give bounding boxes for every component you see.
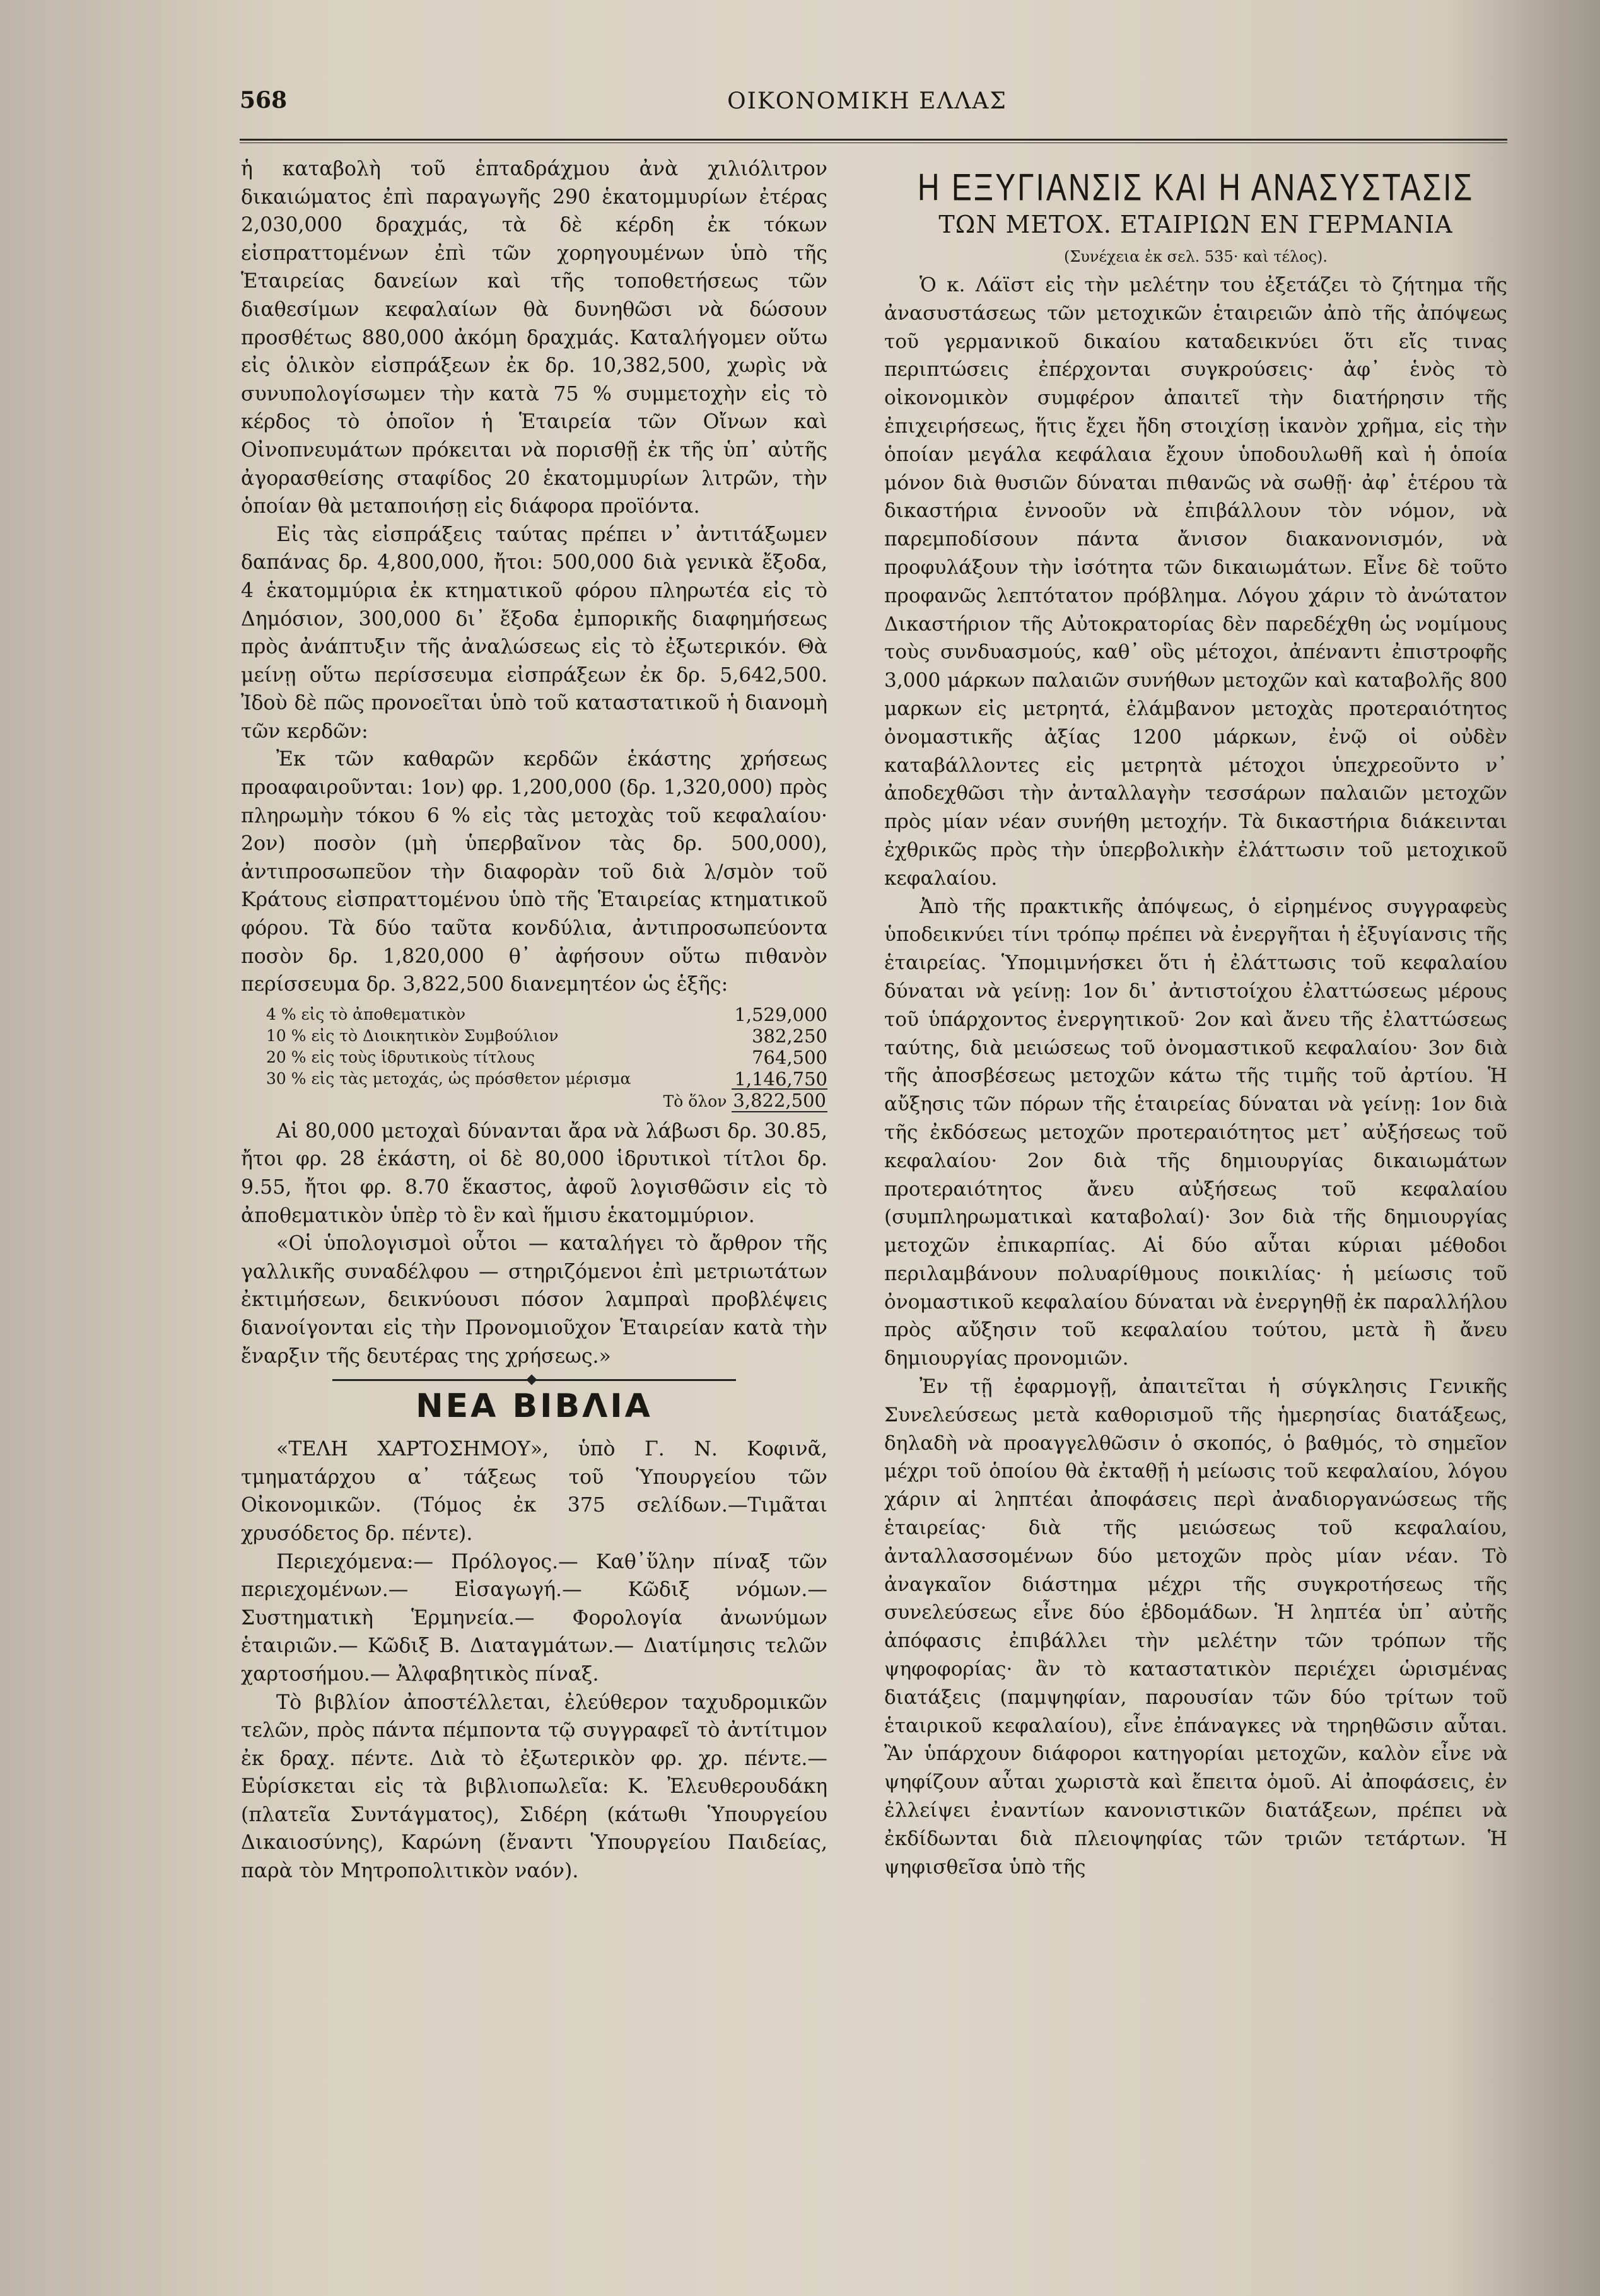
section-divider [332, 1379, 736, 1381]
book-contents: Περιεχόμενα:— Πρόλογος.— Καθ᾿ὕλην πίναξ τῶν περιεχομένων.— Εἰσαγωγή.— Κῶδιξ νόμων.— Συστηματικὴ Ἑρμηνεία.— Φορολογία ἀνωνύμων ἑταιριῶν.— Κῶδιξ Β. Διαταγμάτων.— Διατίμησις τελῶν χαρτοσήμου.— Ἀλφαβητικὸς πίναξ. [241, 1550, 827, 1686]
article-subtitle: ΤΩΝ ΜΕΤΟΧ. ΕΤΑΙΡΙΩΝ ΕΝ ΓΕΡΜΑΝΙΑ [938, 211, 1453, 238]
running-title: ΟΙΚΟΝΟΜΙΚΗ ΕΛΛΑΣ [727, 88, 1007, 114]
distribution-total-amount: 3,822,500 [733, 1089, 826, 1111]
distribution-amount: 764,500 [752, 1046, 827, 1068]
profit-distribution-table [266, 1004, 827, 1112]
right-paragraph-1: Ὁ κ. Λάϊστ εἰς τὴν μελέτην του ἐξετάζει τὸ ζήτημα τῆς ἀνασυστάσεως τῶν μετοχικῶν ἑταιρειῶν ἀπὸ τῆς ἀπόψεως τοῦ γερμανικοῦ δικαίου καταδεικνύει ὅτι εἴς τινας περιπτώσεις ἐπέρχονται συγκρούσεις· ἀφ᾿ ἑνὸς τὸ οἰκονομικὸν συμφέρον ἀπαιτεῖ τὴν διατήρησιν τῆς ἐπιχειρήσεως, ἥτις ἔχει ἤδη στοιχίσῃ ἱκανὸν χρῆμα, εἰς τὴν ὁποίαν μεγάλα κεφάλαια ἔχουν ὑποδουλωθῆ καὶ ἡ ὁποία μόνον διὰ θυσιῶν δύναται πιθανῶς νὰ σωθῇ· ἀφ᾿ ἑτέρου τὰ δικαστήρια ἐννοοῦν νὰ ἐπιβάλλουν τὸν νόμον, νὰ παρεμποδίσουν πάντα ἄνισον διακανονισμόν, νὰ προφυλάξουν τὴν ἰσότητα τῶν δικαιωμάτων. Εἶνε δὲ τοῦτο προφανῶς λεπτότατον πρόβλημα. Λόγου χάριν τὸ ἀνώτατον Δικαστήριον τῆς Αὐτοκρατορίας δὲν παρεδέχθη ὡς νομίμους τοὺς συνδυασμούς, καθ᾿ οὓς μέτοχοι, ἀπέναντι ἐπιστροφῆς 3,000 μάρκων παλαιῶν συνήθων μετοχῶν καὶ καταβολῆς 800 μαρκων εἰς μετρητά, ἐλάμβανον μετοχὰς προτεραιότητος ὀνομαστικῆς ἀξίας 1200 μάρκων, ἐνῷ οἱ οὐδὲν καταβάλλοντες εἰς μετρητὰ μέτοχοι ὑπεχρεοῦντο ν᾿ ἀποδεχθῶσι τὴν ἀνταλλαγὴν τεσσάρων παλαιῶν μετοχῶν πρὸς μίαν νέαν συνήθη μετοχήν. Τὰ δικαστήρια διάκεινται ἐχθρικῶς πρὸς τὴν ὑπερβολικὴν ἐλάττωσιν τοῦ μετοχικοῦ κεφαλαίου. [884, 274, 1507, 890]
right-column [884, 155, 1507, 1881]
book-availability: Τὸ βιβλίον ἀποστέλλεται, ἐλεύθερον ταχυδρομικῶν τελῶν, πρὸς πάντα πέμποντα τῷ συγγραφεῖ τὸ ἀντίτιμον ἐκ δραχ. πέντε. Διὰ τὸ ἐξωτερικὸν φρ. χρ. πέντε.— Εὑρίσκεται εἰς τὰ βιβλιοπωλεῖα: Κ. Ἐλευθερουδάκη (πλατεῖα Συντάγματος), Σιδέρη (κάτωθι Ὑπουργείου Δικαιοσύνης), Καρώνη (ἔναντι Ὑπουργείου Παιδείας, παρὰ τὸν Μητροπολιτικὸν ναόν). [241, 1691, 827, 1883]
distribution-label: 4 % εἰς τὸ ἀποθεματικὸν [266, 1005, 466, 1023]
distribution-amount: 382,250 [752, 1025, 827, 1047]
distribution-label: 10 % εἰς τὸ Διοικητικὸν Συμβούλιον [266, 1026, 559, 1045]
right-paragraph-2: Ἀπὸ τῆς πρακτικῆς ἀπόψεως, ὁ εἰρημένος συγγραφεὺς ὑποδεικνύει τίνι τρόπῳ πρέπει νὰ ἐνεργῆται ἡ ἐξυγίανσις τῆς ἑταιρείας. Ὑπομιμνήσκει ὅτι ἡ ἐλάττωσις τοῦ κεφαλαίου δύναται νὰ γείνῃ: 1ον δι᾿ ἀντιστοίχου ἐλαττώσεως μέρους τοῦ ὑπάρχοντος ἐνεργητικοῦ· 2ον καὶ ἄνευ τῆς ἐλαττώσεως ταύτης, διὰ μειώσεως τοῦ ὀνομαστικοῦ κεφαλαίου· 3ον διὰ τῆς ἀποσβέσεως μετοχῶν κάτω τῆς τιμῆς τοῦ ἀρτίου. Ἡ αὔξησις τῶν πόρων τῆς ἑταιρείας δύναται νὰ γείνῃ: 1ον διὰ τῆς ἐκδόσεως μετοχῶν προτεραιότητος μετ᾿ αὐξήσεως τοῦ κεφαλαίου· 2ον διὰ τῆς δημιουργίας δικαιωμάτων προτεραιότητος ἄνευ αὐξήσεως τοῦ κεφαλαίου (συμπληρωματικαὶ καταβολαί)· 3ον διὰ τῆς δημιουργίας μετοχῶν ἐπικαρπίας. Αἱ δύο αὗται κύριαι μέθοδοι περιλαμβάνουν πολυαρίθμους ποικιλίας· ἡ μείωσις τοῦ ὀνομαστικοῦ κεφαλαίου δύναται νὰ ἐνεργηθῇ ἐκ παραλλήλου πρὸς αὔξησιν τοῦ κεφαλαίου τούτου, μετὰ ἢ ἄνευ δημιουργίας προνομιῶν. [884, 895, 1507, 1370]
distribution-amount: 1,529,000 [734, 1003, 827, 1025]
distribution-total-label: Τὸ ὅλον [663, 1092, 727, 1110]
distribution-total [266, 1090, 827, 1112]
distribution-row [266, 1047, 827, 1068]
left-paragraph-1: ἡ καταβολὴ τοῦ ἑπταδράχμου ἀνὰ χιλιόλιτρον δικαιώματος ἐπὶ παραγωγῆς 290 ἑκατομμυρίων ἐτέρας 2,030,000 δραχμάς, τὰ δὲ κέρδη ἐκ τόκων εἰσπραττομένων ἐπὶ τῶν χορηγουμένων ὑπὸ τῆς Ἑταιρείας δανείων καὶ τῆς τοποθετήσεως τῶν διαθεσίμων κεφαλαίων θὰ δυνηθῶσι νὰ δώσουν προσθέτως 880,000 ἀκόμη δραχμάς. Καταλήγομεν οὕτω εἰς ὁλικὸν εἰσπράξεων ἐκ δρ. 10,382,500, χωρὶς νὰ συνυπολογίσωμεν τὴν κατὰ 75 % συμμετοχὴν εἰς τὸ κέρδος τὸ ὁποῖον ἡ Ἑταιρεία τῶν Οἴνων καὶ Οἰνοπνευμάτων πρόκειται νὰ πορισθῇ ἐκ τῆς ὑπ᾿ αὐτῆς ἀγορασθείσης σταφίδος 20 ἑκατομμυρίων λιτρῶν, τὴν ὁποίαν θὰ μεταποιήσῃ εἰς διάφορα προϊόντα. [241, 158, 827, 518]
left-paragraph-3: Ἐκ τῶν καθαρῶν κερδῶν ἑκάστης χρήσεως προαφαιροῦνται: 1ον) φρ. 1,200,000 (δρ. 1,320,000) πρὸς πληρωμὴν τόκου 6 % εἰς τὰς μετοχὰς τοῦ κεφαλαίου· 2ον) ποσὸν (μὴ ὑπερβαῖνον τὰς δρ. 500,000), ἀντιπροσωπεῦον τὴν διαφορὰν τοῦ διὰ λ/σμὸν τοῦ Κράτους εἰσπραττομένου ὑπὸ τῆς Ἑταιρείας κτηματικοῦ φόρου. Τὰ δύο ταῦτα κονδύλια, ἀντιπροσωπεύοντα ποσὸν δρ. 1,820,000 θ᾿ ἀφήσουν οὕτω πιθανὸν περίσσευμα δρ. 3,822,500 διανεμητέον ὡς ἑξῆς: [241, 748, 827, 996]
left-paragraph-5: «Οἱ ὑπολογισμοὶ οὗτοι — καταλήγει τὸ ἄρθρον τῆς γαλλικῆς συναδέλφου — στηριζόμενοι ἐπὶ μετριωτάτων ἐκτιμήσεων, δεικνύουσι πόσον λαμπραὶ προβλέψεις διανοίγονται εἰς τὴν Προνομιοῦχον Ἑταιρείαν κατὰ τὴν ἔναρξιν τῆς δευτέρας της χρήσεως.» [241, 1232, 827, 1368]
continuation-note: (Συνέχεια ἐκ σελ. 535· καὶ τέλος). [1063, 248, 1328, 265]
article-title: Η ΕΞΥΓΙΑΝΣΙΣ ΚΑΙ Η ΑΝΑΣΥΣΤΑΣΙΣ [917, 166, 1474, 209]
left-paragraph-4: Αἱ 80,000 μετοχαὶ δύνανται ἄρα νὰ λάβωσι δρ. 30.85, ἤτοι φρ. 28 ἑκάστη, οἱ δὲ 80,000 ἱδρυτικοὶ τίτλοι δρ. 9.55, ἤτοι φρ. 8.70 ἕκαστος, ἀφοῦ λογισθῶσιν εἰς τὸ ἀποθεματικὸν ὑπὲρ τὸ ἓν καὶ ἥμισυ ἑκατομμύριον. [241, 1119, 827, 1227]
left-column [241, 155, 827, 1885]
right-paragraph-3: Ἐν τῇ ἐφαρμογῇ, ἀπαιτεῖται ἡ σύγκλησις Γενικῆς Συνελεύσεως μετὰ καθορισμοῦ τῆς ἡμερησίας διατάξεως, δηλαδὴ νὰ προαγγελθῶσιν ὁ σκοπός, ὁ βαθμός, τὸ σημεῖον μέχρι τοῦ ὁποίου θὰ ἐκταθῇ ἡ μείωσις τοῦ κεφαλαίου, λόγου χάριν αἱ ληπτέαι ἀποφάσεις περὶ ἀναδιοργανώσεως τῆς ἑταιρείας· διὰ τῆς μειώσεως τοῦ κεφαλαίου, ἀνταλλασσομένων δύο μετοχῶν πρὸς μίαν νέαν. Τὸ ἀναγκαῖον διάστημα μέχρι τῆς συγκροτήσεως τῆς συνελεύσεως εἶνε δύο ἑβδομάδων. Ἡ ληπτέα ὑπ᾿ αὐτῆς ἀπόφασις ἐπιβάλλει τὴν μελέτην τῶν τρόπων τῆς ψηφοφορίας· ἂν τὸ καταστατικὸν περιέχει ὡρισμένας διατάξεις (παμψηφίαν, παρουσίαν τῶν δύο τρίτων τοῦ ἑταιρικοῦ κεφαλαίου), εἶνε ἐπάναγκες νὰ τηρηθῶσιν αὗται. Ἂν ὑπάρχουν διάφοροι κατηγορίαι μετοχῶν, καλὸν εἶνε νὰ ψηφίζουν αὗται χωριστὰ καὶ ἔπειτα ὁμοῦ. Αἱ ἀποφάσεις, ἐν ἐλλείψει ἐναντίων κανονιστικῶν διατάξεων, πρέπει νὰ ἐκδίδωνται διὰ πλειοψηφίας τῶν τριῶν τετάρτων. Ἡ ψηφισθεῖσα ὑπὸ τῆς [884, 1375, 1507, 1879]
distribution-amount: 1,146,750 [734, 1068, 827, 1090]
page-header [240, 87, 1495, 125]
distribution-label: 20 % εἰς τοὺς ἱδρυτικοὺς τίτλους [266, 1047, 535, 1066]
distribution-row [266, 1068, 827, 1090]
distribution-label: 30 % εἰς τὰς μετοχάς, ὡς πρόσθετον μέρισμα [266, 1069, 631, 1088]
book-entry-title: «ΤΕΛΗ ΧΑΡΤΟΣΗΜΟΥ», ὑπὸ Γ. Ν. Κοφινᾶ, τμηματάρχου α᾿ τάξεως τοῦ Ὑπουργείου τῶν Οἰκονομικῶν. (Τόμος ἐκ 375 σελίδων.—Τιμᾶται χρυσόδετος δρ. πέντε). [241, 1438, 827, 1545]
left-paragraph-2: Εἰς τὰς εἰσπράξεις ταύτας πρέπει ν᾿ ἀντιτάξωμεν δαπάνας δρ. 4,800,000, ἤτοι: 500,000 διὰ γενικὰ ἔξοδα, 4 ἑκατομμύρια ἐκ κτηματικοῦ φόρου πληρωτέα εἰς τὸ Δημόσιον, 300,000 δι᾿ ἔξοδα ἐμπορικῆς διαφημήσεως πρὸς ἀνάπτυξιν τῆς ἀναλώσεως εἰς τὸ ἐξωτερικόν. Θὰ μείνῃ οὕτω περίσσευμα εἰσπράξεων ἐκ δρ. 5,642,500. Ἰδοὺ δὲ πῶς προνοεῖται ὑπὸ τοῦ καταστατικοῦ ἡ διανομὴ τῶν κερδῶν: [241, 523, 827, 743]
page-number: 568 [240, 87, 288, 114]
distribution-row [266, 1025, 827, 1047]
section-title-new-books: ΝΕΑ ΒΙΒΛΙΑ [416, 1387, 653, 1426]
header-rule [240, 139, 1507, 143]
distribution-row [266, 1004, 827, 1025]
